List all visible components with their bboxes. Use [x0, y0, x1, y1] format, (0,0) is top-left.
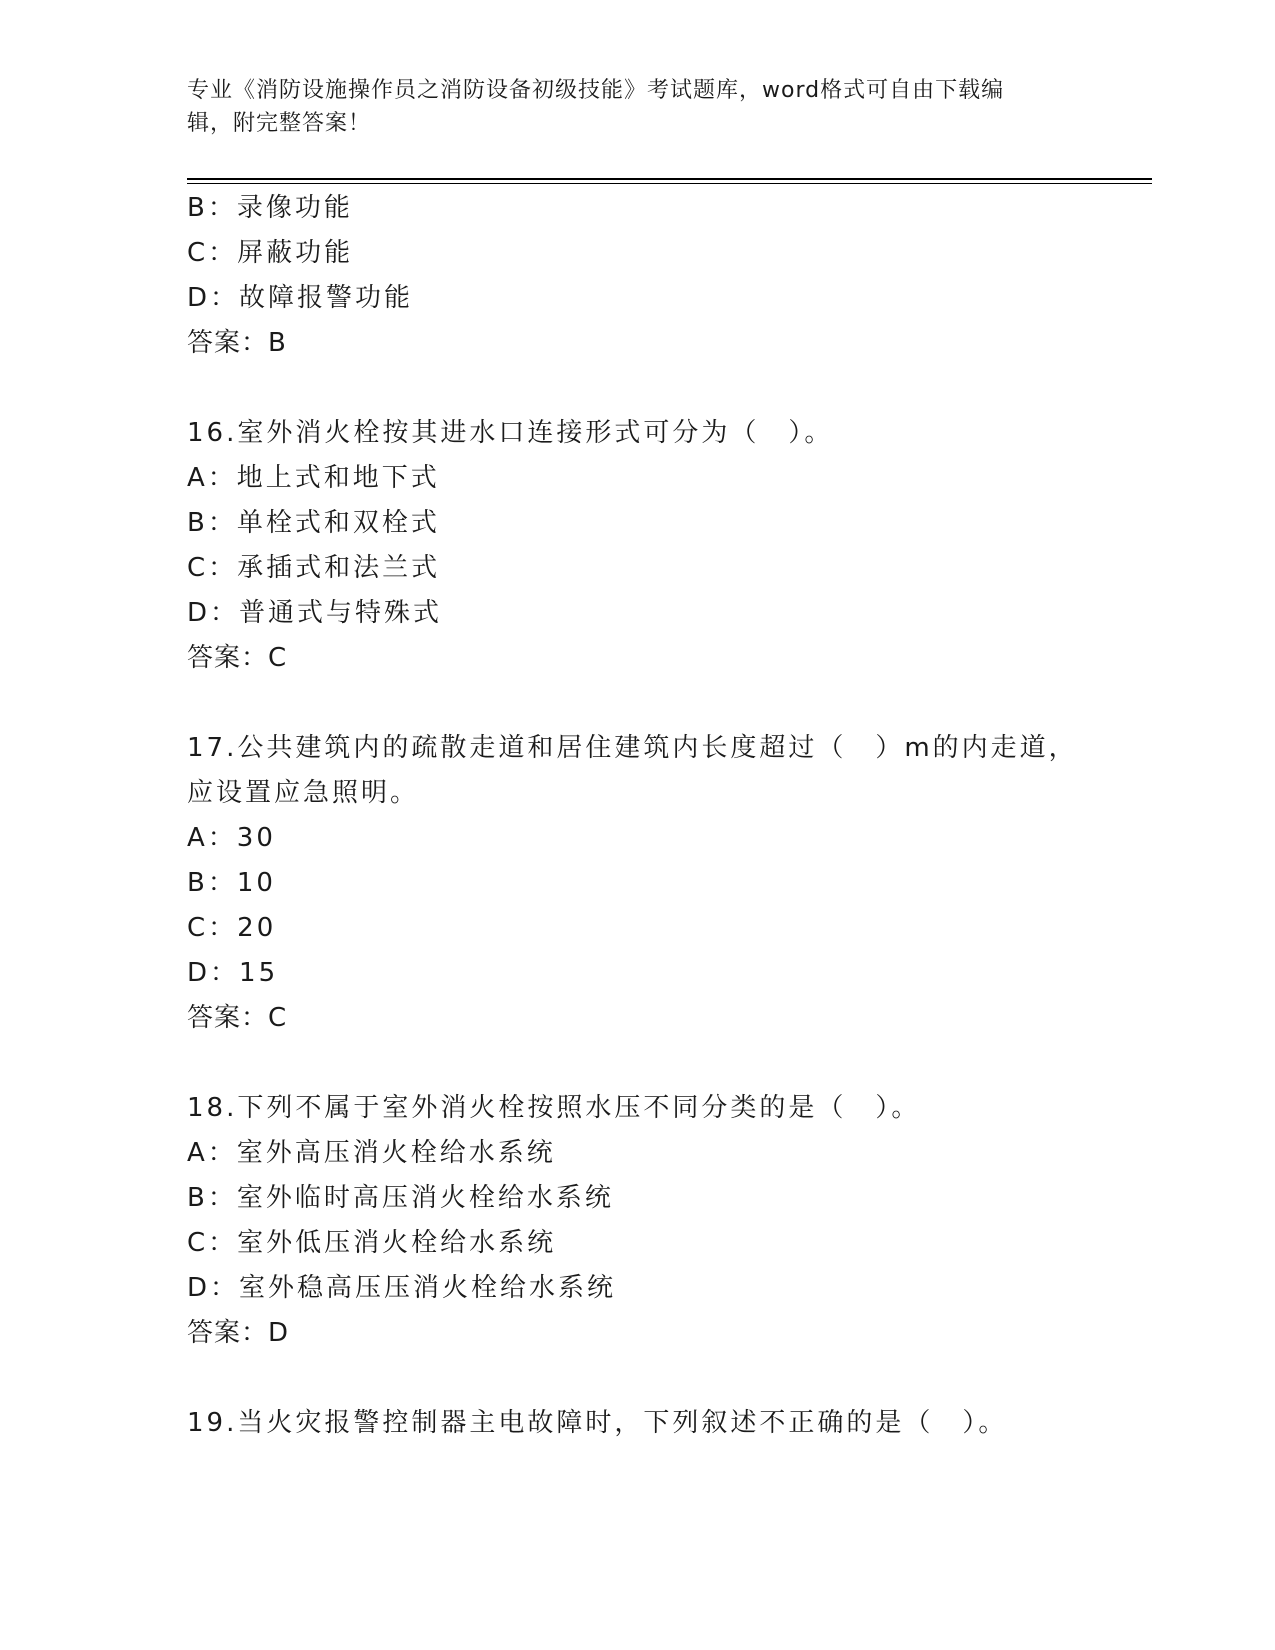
- option-a: A：地上式和地下式: [187, 463, 440, 493]
- document-title: [187, 74, 1087, 140]
- option-c: C：20: [187, 913, 277, 943]
- answer: 答案：C: [187, 643, 288, 673]
- question-text: 18.下列不属于室外消火栓按照水压不同分类的是（ ）。: [187, 1093, 921, 1123]
- question-text: 16.室外消火栓按其进水口连接形式可分为（ ）。: [187, 418, 834, 448]
- header-divider-thin: [187, 183, 1152, 184]
- option-c: C：室外低压消火栓给水系统: [187, 1228, 557, 1258]
- question-text-line-2: 应设置应急照明。: [187, 778, 420, 808]
- answer: 答案：B: [187, 328, 287, 358]
- question-text-line-1: 17.公共建筑内的疏散走道和居住建筑内长度超过（ ）m的内走道，: [187, 733, 1078, 763]
- title-line-2: 辑，附完整答案！: [187, 111, 372, 136]
- option-a: A：室外高压消火栓给水系统: [187, 1138, 556, 1168]
- option-c: C：承插式和法兰式: [187, 553, 441, 583]
- answer: 答案：C: [187, 1003, 288, 1033]
- option-d: D：故障报警功能: [187, 283, 414, 313]
- option-d: D：15: [187, 958, 279, 988]
- option-b: B：录像功能: [187, 193, 353, 223]
- option-d: D：室外稳高压压消火栓给水系统: [187, 1273, 617, 1303]
- title-line-1: 专业《消防设施操作员之消防设备初级技能》考试题库，word格式可自由下载编: [187, 78, 1005, 103]
- option-b: B：室外临时高压消火栓给水系统: [187, 1183, 614, 1213]
- option-b: B：单栓式和双栓式: [187, 508, 440, 538]
- question-text: 19.当火灾报警控制器主电故障时，下列叙述不正确的是（ ）。: [187, 1408, 1008, 1438]
- option-c: C：屏蔽功能: [187, 238, 354, 268]
- option-b: B：10: [187, 868, 276, 898]
- option-d: D：普通式与特殊式: [187, 598, 443, 628]
- header-divider-thick: [187, 178, 1152, 180]
- answer: 答案：D: [187, 1318, 290, 1348]
- option-a: A：30: [187, 823, 276, 853]
